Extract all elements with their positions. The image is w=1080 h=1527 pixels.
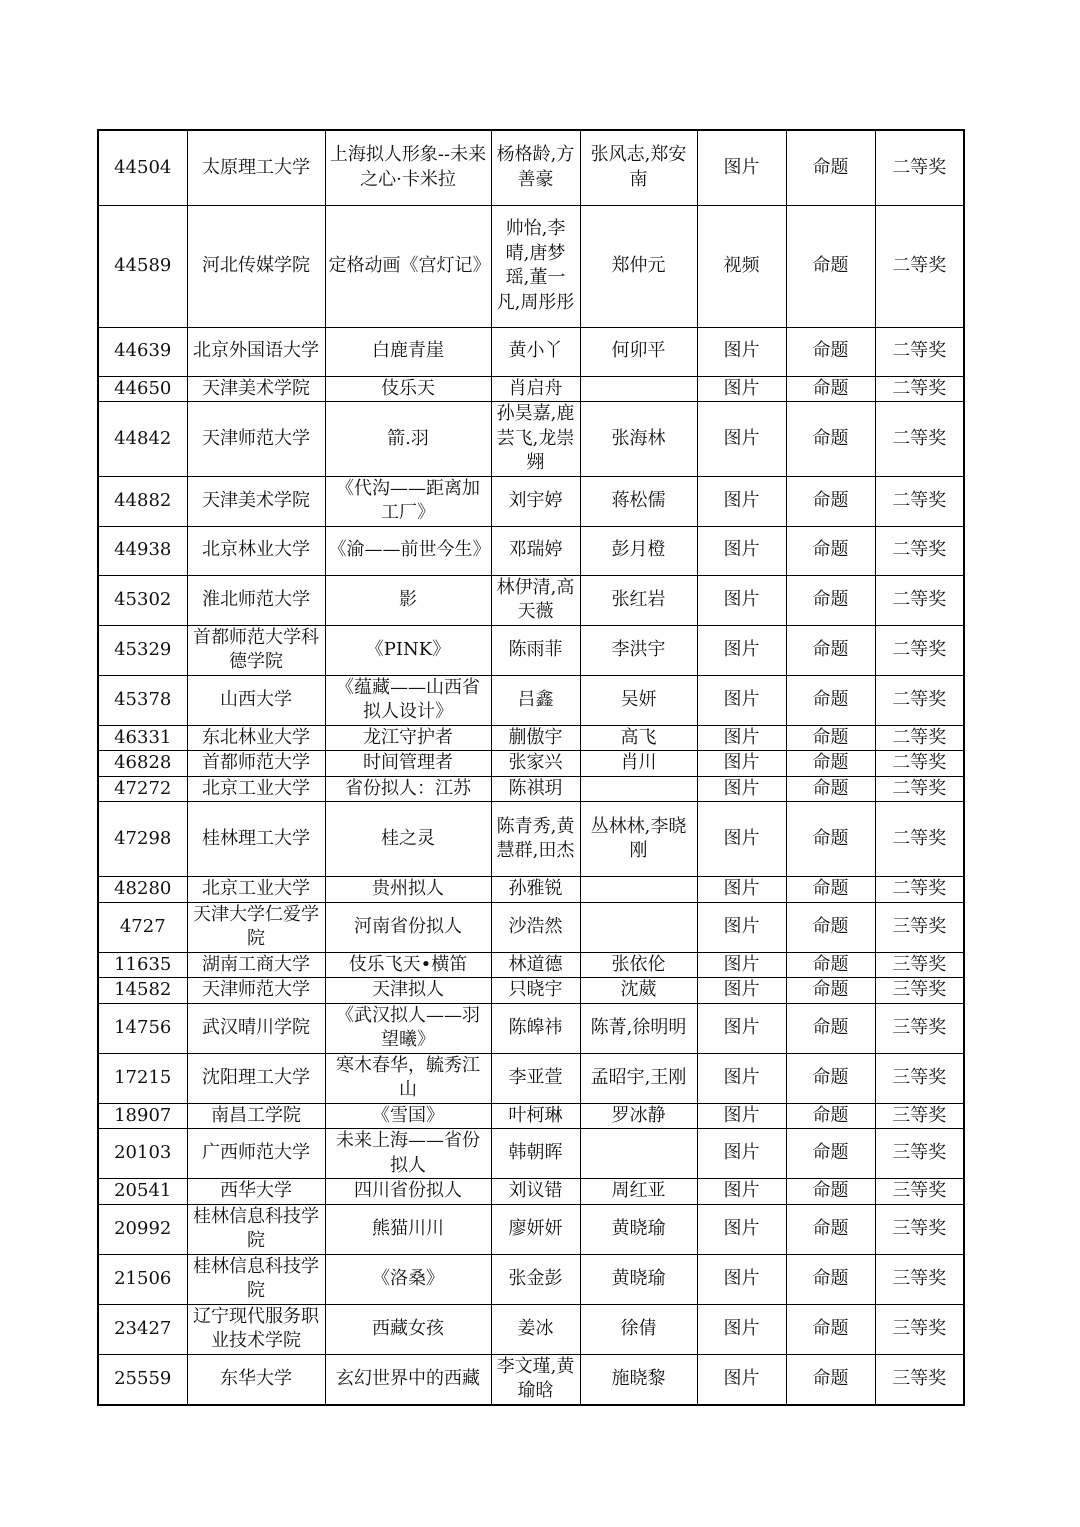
authors-cell: 邓瑞婷 [491,526,580,575]
entry-id-cell: 44882 [98,476,187,526]
advisors-cell: 何卯平 [580,327,697,376]
authors-cell: 杨格龄,方善豪 [491,130,580,205]
authors-cell: 刘宇婷 [491,476,580,526]
entry-id-cell: 47272 [98,776,187,802]
school-cell: 天津师范大学 [187,402,325,477]
school-cell: 北京外国语大学 [187,327,325,376]
entry-id-cell: 14582 [98,978,187,1004]
authors-cell: 姜冰 [491,1304,580,1354]
entry-id-cell: 45378 [98,675,187,725]
table-row [98,625,964,675]
award-cell: 二等奖 [875,877,964,903]
advisors-cell: 张红岩 [580,575,697,625]
table-row [98,376,964,402]
entry-id-cell: 4727 [98,902,187,952]
entry-type-cell: 命题 [786,205,875,327]
authors-cell: 孙昊嘉,鹿芸飞,龙崇翙 [491,402,580,477]
category-cell: 图片 [697,751,786,777]
award-cell: 三等奖 [875,902,964,952]
advisors-cell: 黄晓瑜 [580,1204,697,1254]
advisors-cell [580,902,697,952]
advisors-cell: 施晓黎 [580,1354,697,1405]
award-cell: 三等奖 [875,1053,964,1103]
award-cell: 二等奖 [875,476,964,526]
authors-cell: 廖妍妍 [491,1204,580,1254]
school-cell: 湖南工商大学 [187,952,325,978]
category-cell: 图片 [697,877,786,903]
category-cell: 图片 [697,802,786,877]
authors-cell: 陈雨菲 [491,625,580,675]
school-cell: 桂林信息科技学院 [187,1204,325,1254]
work-title-cell: 熊猫川川 [325,1204,491,1254]
award-cell: 二等奖 [875,625,964,675]
authors-cell: 林道德 [491,952,580,978]
entry-id-cell: 20103 [98,1129,187,1179]
authors-cell: 陈青秀,黄慧群,田杰 [491,802,580,877]
work-title-cell: 上海拟人形象--未来之心·卡米拉 [325,130,491,205]
work-title-cell: 《洛桑》 [325,1254,491,1304]
authors-cell: 李亚萱 [491,1053,580,1103]
category-cell: 图片 [697,327,786,376]
work-title-cell: 《雪国》 [325,1103,491,1129]
category-cell: 图片 [697,1354,786,1405]
entry-type-cell: 命题 [786,575,875,625]
award-cell: 三等奖 [875,1003,964,1053]
award-cell: 二等奖 [875,751,964,777]
award-cell: 二等奖 [875,776,964,802]
table-row [98,402,964,477]
work-title-cell: 桂之灵 [325,802,491,877]
entry-type-cell: 命题 [786,725,875,751]
entry-id-cell: 46828 [98,751,187,777]
table-row [98,575,964,625]
entry-id-cell: 48280 [98,877,187,903]
work-title-cell: 时间管理者 [325,751,491,777]
entry-type-cell: 命题 [786,1129,875,1179]
school-cell: 东华大学 [187,1354,325,1405]
award-cell: 二等奖 [875,205,964,327]
category-cell: 图片 [697,1254,786,1304]
school-cell: 天津美术学院 [187,476,325,526]
category-cell: 图片 [697,575,786,625]
school-cell: 广西师范大学 [187,1129,325,1179]
award-cell: 三等奖 [875,978,964,1004]
school-cell: 天津美术学院 [187,376,325,402]
entry-id-cell: 46331 [98,725,187,751]
category-cell: 图片 [697,625,786,675]
award-cell: 二等奖 [875,327,964,376]
entry-type-cell: 命题 [786,978,875,1004]
entry-id-cell: 20992 [98,1204,187,1254]
advisors-cell: 郑仲元 [580,205,697,327]
table-row [98,902,964,952]
award-cell: 三等奖 [875,1254,964,1304]
work-title-cell: 箭.羽 [325,402,491,477]
table-row [98,1254,964,1304]
authors-cell: 林伊清,高天薇 [491,575,580,625]
category-cell: 图片 [697,130,786,205]
school-cell: 天津师范大学 [187,978,325,1004]
school-cell: 河北传媒学院 [187,205,325,327]
table-row [98,1354,964,1405]
authors-cell: 吕鑫 [491,675,580,725]
advisors-cell: 李洪宇 [580,625,697,675]
entry-type-cell: 命题 [786,902,875,952]
entry-id-cell: 44504 [98,130,187,205]
authors-cell: 肖启舟 [491,376,580,402]
entry-type-cell: 命题 [786,1103,875,1129]
school-cell: 首都师范大学科德学院 [187,625,325,675]
entry-type-cell: 命题 [786,675,875,725]
advisors-cell: 陈菁,徐明明 [580,1003,697,1053]
work-title-cell: 《PINK》 [325,625,491,675]
entry-id-cell: 23427 [98,1304,187,1354]
entry-type-cell: 命题 [786,327,875,376]
school-cell: 山西大学 [187,675,325,725]
entry-id-cell: 44842 [98,402,187,477]
award-cell: 二等奖 [875,376,964,402]
authors-cell: 只晓宇 [491,978,580,1004]
work-title-cell: 省份拟人：江苏 [325,776,491,802]
authors-cell: 孙雅锐 [491,877,580,903]
entry-type-cell: 命题 [786,776,875,802]
entry-id-cell: 20541 [98,1179,187,1205]
advisors-cell: 蒋松儒 [580,476,697,526]
work-title-cell: 未来上海——省份拟人 [325,1129,491,1179]
table-row [98,1304,964,1354]
category-cell: 图片 [697,952,786,978]
entry-id-cell: 45329 [98,625,187,675]
table-row [98,978,964,1004]
award-cell: 二等奖 [875,526,964,575]
category-cell: 图片 [697,376,786,402]
school-cell: 北京工业大学 [187,877,325,903]
table-row [98,1053,964,1103]
entry-type-cell: 命题 [786,625,875,675]
school-cell: 桂林理工大学 [187,802,325,877]
entry-id-cell: 18907 [98,1103,187,1129]
table-row [98,1204,964,1254]
entry-id-cell: 11635 [98,952,187,978]
table-row [98,1003,964,1053]
work-title-cell: 定格动画《宫灯记》 [325,205,491,327]
advisors-cell: 张海林 [580,402,697,477]
award-cell: 三等奖 [875,1204,964,1254]
entry-type-cell: 命题 [786,376,875,402]
authors-cell: 蒯傲宇 [491,725,580,751]
entry-id-cell: 21506 [98,1254,187,1304]
entry-id-cell: 47298 [98,802,187,877]
authors-cell: 沙浩然 [491,902,580,952]
advisors-cell: 丛林林,李晓刚 [580,802,697,877]
work-title-cell: 《渝——前世今生》 [325,526,491,575]
work-title-cell: 龙江守护者 [325,725,491,751]
advisors-cell [580,376,697,402]
table-row [98,327,964,376]
authors-cell: 黄小丫 [491,327,580,376]
school-cell: 首都师范大学 [187,751,325,777]
table-row [98,725,964,751]
advisors-cell: 黄晓瑜 [580,1254,697,1304]
work-title-cell: 《武汉拟人——羽望曦》 [325,1003,491,1053]
category-cell: 图片 [697,978,786,1004]
category-cell: 图片 [697,1103,786,1129]
awards-table [97,129,965,1406]
category-cell: 图片 [697,1204,786,1254]
work-title-cell: 伎乐飞天•横笛 [325,952,491,978]
advisors-cell: 徐倩 [580,1304,697,1354]
school-cell: 南昌工学院 [187,1103,325,1129]
work-title-cell: 河南省份拟人 [325,902,491,952]
entry-id-cell: 17215 [98,1053,187,1103]
award-cell: 三等奖 [875,1304,964,1354]
school-cell: 北京林业大学 [187,526,325,575]
award-cell: 二等奖 [875,130,964,205]
entry-type-cell: 命题 [786,1204,875,1254]
entry-type-cell: 命题 [786,1304,875,1354]
work-title-cell: 寒木春华，毓秀江山 [325,1053,491,1103]
entry-type-cell: 命题 [786,952,875,978]
table-row [98,952,964,978]
entry-type-cell: 命题 [786,751,875,777]
school-cell: 淮北师范大学 [187,575,325,625]
work-title-cell: 《代沟——距离加工厂》 [325,476,491,526]
advisors-cell: 肖川 [580,751,697,777]
work-title-cell: 影 [325,575,491,625]
entry-id-cell: 44938 [98,526,187,575]
category-cell: 视频 [697,205,786,327]
school-cell: 沈阳理工大学 [187,1053,325,1103]
authors-cell: 韩朝晖 [491,1129,580,1179]
entry-id-cell: 44650 [98,376,187,402]
authors-cell: 帅怡,李晴,唐梦瑶,董一凡,周彤彤 [491,205,580,327]
work-title-cell: 贵州拟人 [325,877,491,903]
table-row [98,205,964,327]
award-cell: 三等奖 [875,952,964,978]
entry-type-cell: 命题 [786,1053,875,1103]
category-cell: 图片 [697,402,786,477]
work-title-cell: 天津拟人 [325,978,491,1004]
authors-cell: 刘议错 [491,1179,580,1205]
advisors-cell: 彭月橙 [580,526,697,575]
school-cell: 武汉晴川学院 [187,1003,325,1053]
award-cell: 二等奖 [875,575,964,625]
award-cell: 二等奖 [875,675,964,725]
school-cell: 西华大学 [187,1179,325,1205]
table-row [98,751,964,777]
school-cell: 桂林信息科技学院 [187,1254,325,1304]
advisors-cell [580,1129,697,1179]
entry-type-cell: 命题 [786,877,875,903]
category-cell: 图片 [697,675,786,725]
award-cell: 三等奖 [875,1179,964,1205]
school-cell: 北京工业大学 [187,776,325,802]
table-row [98,776,964,802]
work-title-cell: 伎乐天 [325,376,491,402]
advisors-cell: 周红亚 [580,1179,697,1205]
entry-id-cell: 25559 [98,1354,187,1405]
award-cell: 三等奖 [875,1103,964,1129]
category-cell: 图片 [697,526,786,575]
advisors-cell [580,877,697,903]
entry-type-cell: 命题 [786,1254,875,1304]
authors-cell: 叶柯琳 [491,1103,580,1129]
table-row [98,1103,964,1129]
work-title-cell: 玄幻世界中的西藏 [325,1354,491,1405]
entry-type-cell: 命题 [786,526,875,575]
entry-id-cell: 44589 [98,205,187,327]
entry-type-cell: 命题 [786,1003,875,1053]
entry-id-cell: 45302 [98,575,187,625]
table-row [98,877,964,903]
authors-cell: 张家兴 [491,751,580,777]
advisors-cell: 张依伦 [580,952,697,978]
entry-type-cell: 命题 [786,402,875,477]
award-cell: 三等奖 [875,1129,964,1179]
award-cell: 二等奖 [875,725,964,751]
authors-cell: 陈祺玥 [491,776,580,802]
table-row [98,1179,964,1205]
award-cell: 二等奖 [875,802,964,877]
table-row [98,1129,964,1179]
entry-type-cell: 命题 [786,1179,875,1205]
advisors-cell: 吴妍 [580,675,697,725]
school-cell: 东北林业大学 [187,725,325,751]
work-title-cell: 四川省份拟人 [325,1179,491,1205]
category-cell: 图片 [697,1129,786,1179]
table-row [98,802,964,877]
table-row [98,526,964,575]
school-cell: 太原理工大学 [187,130,325,205]
table-row [98,130,964,205]
work-title-cell: 西藏女孩 [325,1304,491,1354]
school-cell: 辽宁现代服务职业技术学院 [187,1304,325,1354]
table-row [98,675,964,725]
entry-type-cell: 命题 [786,130,875,205]
school-cell: 天津大学仁爱学院 [187,902,325,952]
advisors-cell: 沈葳 [580,978,697,1004]
advisors-cell: 高飞 [580,725,697,751]
entry-id-cell: 44639 [98,327,187,376]
category-cell: 图片 [697,776,786,802]
award-cell: 二等奖 [875,402,964,477]
entry-type-cell: 命题 [786,476,875,526]
award-cell: 三等奖 [875,1354,964,1405]
entry-type-cell: 命题 [786,1354,875,1405]
category-cell: 图片 [697,1304,786,1354]
authors-cell: 张金彭 [491,1254,580,1304]
advisors-cell: 罗冰静 [580,1103,697,1129]
category-cell: 图片 [697,725,786,751]
category-cell: 图片 [697,902,786,952]
work-title-cell: 白鹿青崖 [325,327,491,376]
awards-table-body [98,130,964,1405]
entry-type-cell: 命题 [786,802,875,877]
category-cell: 图片 [697,1003,786,1053]
table-row [98,476,964,526]
entry-id-cell: 14756 [98,1003,187,1053]
category-cell: 图片 [697,1053,786,1103]
advisors-cell: 孟昭宇,王刚 [580,1053,697,1103]
work-title-cell: 《蕴藏——山西省拟人设计》 [325,675,491,725]
advisors-cell [580,776,697,802]
category-cell: 图片 [697,476,786,526]
authors-cell: 李文瑾,黄瑜晗 [491,1354,580,1405]
authors-cell: 陈皞祎 [491,1003,580,1053]
category-cell: 图片 [697,1179,786,1205]
advisors-cell: 张风志,郑安南 [580,130,697,205]
